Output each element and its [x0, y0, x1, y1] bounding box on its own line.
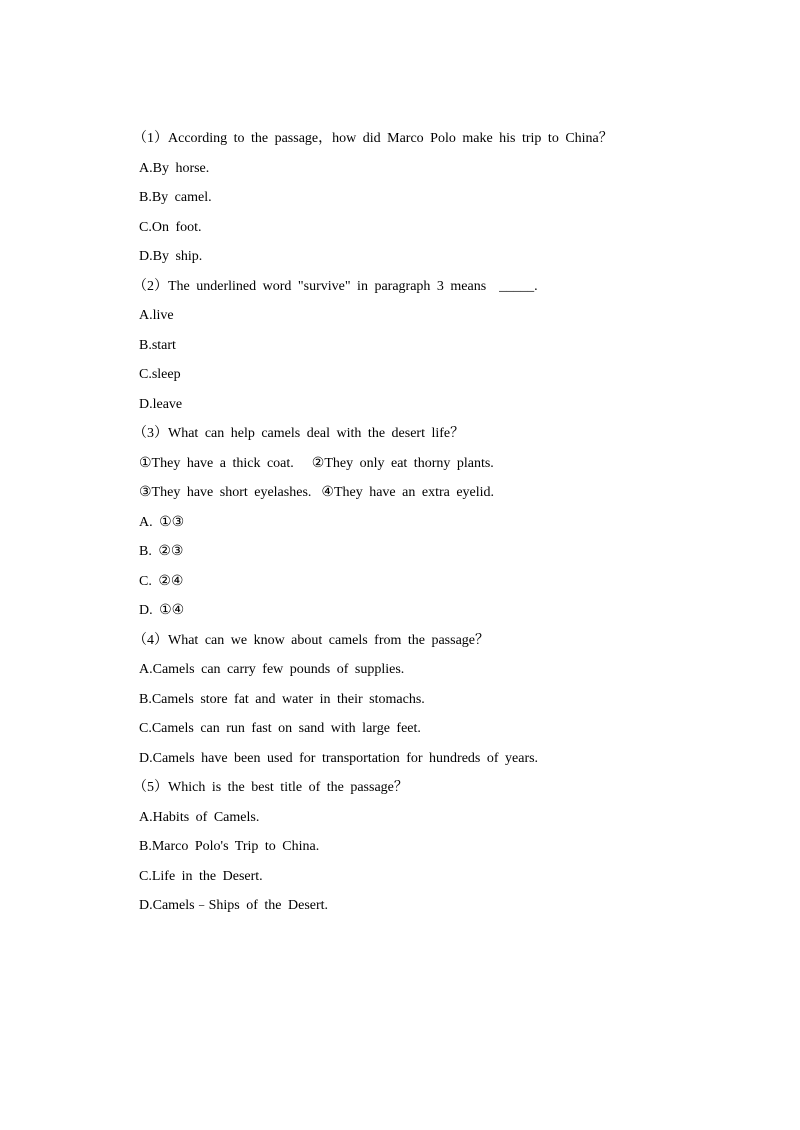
question-1-option-c: C.On foot.	[139, 219, 202, 235]
question-3-option-c: C. ②④	[139, 573, 184, 589]
question-2-option-c: C.sleep	[139, 367, 181, 382]
question-2-option-d: D.leave	[139, 396, 183, 412]
question-2-stem: （2）The underlined word "survive" in paragraph 3 means _____.	[133, 278, 538, 294]
statement-2: ②They only eat thorny plants.	[311, 455, 494, 471]
question-3-stem: （3）What can help camels deal with the desert life？	[133, 426, 465, 441]
question-3-statements-row-2	[139, 478, 699, 508]
question-sheet	[133, 124, 699, 921]
question-4-stem: （4）What can we know about camels from the passage？	[133, 632, 490, 648]
question-3-option-d: D. ①④	[139, 603, 185, 618]
question-5-stem: （5）Which is the best title of the passage？	[133, 780, 408, 795]
question-5-option-d: D.Camels﹣Ships of the Desert.	[139, 898, 329, 913]
question-3-statements-row-1	[139, 449, 699, 479]
question-2-option-a: A.live	[139, 308, 174, 323]
question-4-option-c: C.Camels can run fast on sand with large feet.	[139, 721, 421, 736]
question-5-option-b: B.Marco Polo's Trip to China.	[139, 839, 320, 854]
question-1-option-a: A.By horse.	[139, 160, 210, 176]
statement-1: ①They have a thick coat.	[139, 455, 294, 471]
question-4-option-d: D.Camels have been used for transportation for hundreds of years.	[139, 750, 539, 766]
question-3-option-a: A. ①③	[139, 514, 185, 530]
question-5-option-c: C.Life in the Desert.	[139, 868, 263, 884]
question-1-option-b: B.By camel.	[139, 190, 212, 205]
question-4-option-a: A.Camels can carry few pounds of supplies.	[139, 662, 405, 677]
statement-3: ③They have short eyelashes.	[139, 485, 312, 500]
question-1-option-d: D.By ship.	[139, 249, 203, 264]
statement-4: ④They have an extra eyelid.	[321, 485, 495, 500]
question-4-option-b: B.Camels store fat and water in their stomachs.	[139, 691, 425, 707]
question-2-option-b: B.start	[139, 337, 176, 353]
question-1-stem: （1）According to the passage，how did Marco Polo make his trip to China？	[133, 131, 613, 146]
question-3-option-b: B. ②③	[139, 544, 184, 559]
question-5-option-a: A.Habits of Camels.	[139, 809, 260, 825]
